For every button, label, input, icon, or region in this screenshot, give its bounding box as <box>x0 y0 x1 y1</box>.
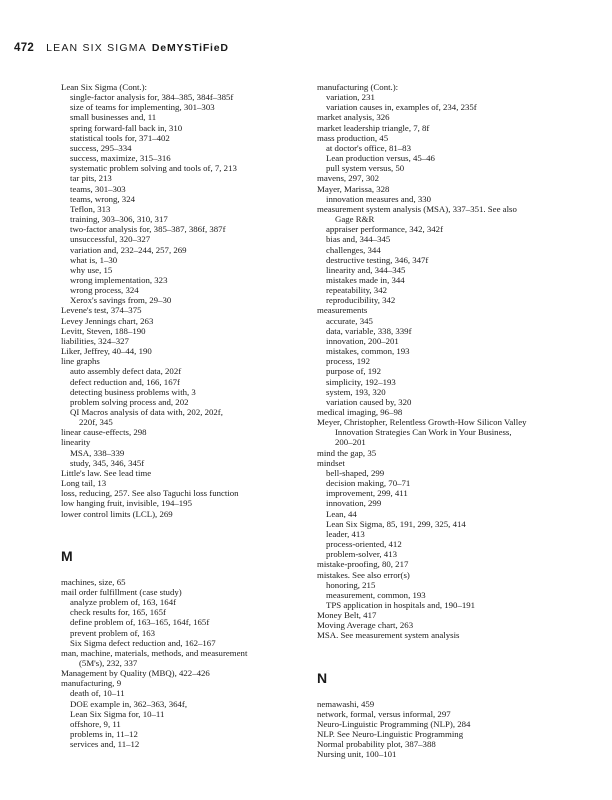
index-subentry: measurement, common, 193 <box>326 589 426 600</box>
index-entry: mind the gap, 35 <box>317 447 377 458</box>
index-entry: mass production, 45 <box>317 132 389 143</box>
index-entry-continuation: Innovation Strategies Can Work in Your Business, <box>335 427 512 438</box>
index-subentry: define problem of, 163–165, 164f, 165f <box>70 617 210 628</box>
index-subentry: analyze problem of, 163, 164f <box>70 597 177 608</box>
index-subentry: success, maximize, 315–316 <box>70 153 171 164</box>
index-entry: mavens, 297, 302 <box>317 173 380 184</box>
index-subentry: appraiser performance, 342, 342f <box>326 224 443 235</box>
index-subentry: mistakes made in, 344 <box>326 274 405 285</box>
index-entry: man, machine, materials, methods, and measurement <box>61 647 248 658</box>
index-entry: measurements <box>317 305 368 316</box>
index-entry: lower control limits (LCL), 269 <box>61 508 173 519</box>
index-entry: line graphs <box>61 356 100 367</box>
index-entry-continuation: 220f, 345 <box>79 417 113 428</box>
index-subentry: accurate, 345 <box>326 315 373 326</box>
index-entry: liabilities, 324–327 <box>61 335 129 346</box>
index-subentry: tar pits, 213 <box>70 173 112 184</box>
index-entry: Lean Six Sigma (Cont.): <box>61 82 148 92</box>
index-entry: Management by Quality (MBQ), 422–426 <box>61 668 210 679</box>
index-subentry: variation caused by, 320 <box>326 396 412 407</box>
book-title-emphasis: DeMYSTiFieD <box>151 42 229 54</box>
index-subentry: Lean Six Sigma for, 10–11 <box>70 708 165 719</box>
index-subentry: data, variable, 338, 339f <box>326 325 412 336</box>
index-entry: manufacturing (Cont.): <box>317 82 399 92</box>
index-entry: low hanging fruit, invisible, 194–195 <box>61 498 192 509</box>
index-subentry: bell-shaped, 299 <box>326 467 385 478</box>
section-letter-heading: M <box>61 547 73 564</box>
index-subentry: Lean production versus, 45–46 <box>326 153 435 164</box>
index-subentry: why use, 15 <box>70 264 113 275</box>
index-subentry: innovation, 299 <box>326 498 382 509</box>
index-subentry: innovation, 200–201 <box>326 335 399 346</box>
index-entry: machines, size, 65 <box>61 576 126 587</box>
index-entry: Nursing unit, 100–101 <box>317 749 397 760</box>
index-entry: medical imaging, 96–98 <box>317 407 403 417</box>
index-entry: Money Belt, 417 <box>317 610 377 621</box>
index-entry: mistakes. See also error(s) <box>317 569 410 580</box>
index-subentry: study, 345, 346, 345f <box>70 457 145 468</box>
index-entry: network, formal, versus informal, 297 <box>317 708 451 719</box>
index-entry: Levitt, Steven, 188–190 <box>61 325 146 336</box>
index-subentry: spring forward-fall back in, 310 <box>70 122 183 133</box>
index-entry: NLP. See Neuro-Linguistic Programming <box>317 729 464 740</box>
index-subentry: single-factor analysis for, 384–385, 384f–385f <box>70 92 234 103</box>
index-entry: Normal probability plot, 387–388 <box>317 739 436 750</box>
index-entry: Long tail, 13 <box>61 478 107 489</box>
index-subentry: Lean Six Sigma, 85, 191, 299, 325, 414 <box>326 518 466 529</box>
index-subentry: innovation measures and, 330 <box>326 193 432 204</box>
index-subentry: wrong implementation, 323 <box>70 274 168 285</box>
index-subentry: MSA, 338–339 <box>70 447 125 458</box>
index-subentry: death of, 10–11 <box>70 688 125 699</box>
index-subentry: services and, 11–12 <box>70 739 140 750</box>
index-entry: linear cause-effects, 298 <box>61 427 147 438</box>
index-subentry: variation, 231 <box>326 92 375 103</box>
index-subentry: TPS application in hospitals and, 190–191 <box>326 599 476 610</box>
index-subentry: teams, 301–303 <box>70 183 126 194</box>
index-subentry: small businesses and, 11 <box>70 112 157 123</box>
index-entry: loss, reducing, 257. See also Taguchi loss function <box>61 488 239 499</box>
index-subentry: process-oriented, 412 <box>326 539 402 550</box>
index-entry: measurement system analysis (MSA), 337–351. See also <box>317 203 517 214</box>
index-entry: Neuro-Linguistic Programming (NLP), 284 <box>317 718 471 729</box>
index-subentry: what is, 1–30 <box>70 254 118 265</box>
index-entry: mistake-proofing, 80, 217 <box>317 559 409 570</box>
index-subentry: problem-solver, 413 <box>326 549 397 560</box>
index-subentry: process, 192 <box>326 356 370 367</box>
index-entry: market analysis, 326 <box>317 112 390 123</box>
index-entry: market leadership triangle, 7, 8f <box>317 122 430 133</box>
index-subentry: leader, 413 <box>326 528 365 539</box>
index-subentry: simplicity, 192–193 <box>326 376 396 387</box>
running-header <box>14 42 229 58</box>
index-subentry: prevent problem of, 163 <box>70 627 156 638</box>
index-subentry: success, 295–334 <box>70 142 132 153</box>
index-entry: linearity <box>61 437 91 448</box>
index-subentry: system, 193, 320 <box>326 386 386 397</box>
index-entry: MSA. See measurement system analysis <box>317 630 460 641</box>
index-subentry: Teflon, 313 <box>70 203 111 214</box>
index-subentry: defect reduction and, 166, 167f <box>70 376 180 387</box>
index-subentry: Six Sigma defect reduction and, 162–167 <box>70 637 216 648</box>
index-subentry: linearity and, 344–345 <box>326 264 406 275</box>
section-letter-heading: N <box>317 669 328 686</box>
index-subentry: purpose of, 192 <box>326 366 381 377</box>
index-entry: Liker, Jeffrey, 40–44, 190 <box>61 346 152 357</box>
index-entry: Levene's test, 374–375 <box>61 305 142 316</box>
index-subentry: pull system versus, 50 <box>326 163 405 174</box>
index-subentry: at doctor's office, 81–83 <box>326 142 411 153</box>
index-subentry: bias and, 344–345 <box>326 234 391 245</box>
index-subentry: variation and, 232–244, 257, 269 <box>70 244 187 255</box>
index-subentry: size of teams for implementing, 301–303 <box>70 102 215 113</box>
index-entry: manufacturing, 9 <box>61 678 122 689</box>
index-subentry: offshore, 9, 11 <box>70 718 121 729</box>
index-subentry: detecting business problems with, 3 <box>70 386 196 397</box>
index-subentry: check results for, 165, 165f <box>70 607 166 618</box>
index-entry: Moving Average chart, 263 <box>317 620 414 631</box>
index-subentry: statistical tools for, 371–402 <box>70 132 170 143</box>
index-subentry: DOE example in, 362–363, 364f, <box>70 698 188 709</box>
index-subentry: unsuccessful, 320–327 <box>70 234 151 245</box>
index-subentry: decision making, 70–71 <box>326 478 411 489</box>
index-entry: mail order fulfillment (case study) <box>61 586 182 597</box>
index-entry-continuation: Gage R&R <box>335 214 375 225</box>
index-entry: Meyer, Christopher, Relentless Growth-How Silicon Valley <box>317 417 527 428</box>
index-subentry: wrong process, 324 <box>70 285 139 296</box>
page-number: 472 <box>14 42 35 54</box>
index-subentry: two-factor analysis for, 385–387, 386f, 387f <box>70 224 226 235</box>
book-title <box>46 42 229 54</box>
index-subentry: mistakes, common, 193 <box>326 346 410 357</box>
index-column-left <box>61 82 309 749</box>
index-entry-continuation: 200–201 <box>335 437 366 448</box>
index-subentry: variation causes in, examples of, 234, 235f <box>326 102 477 113</box>
index-subentry: training, 303–306, 310, 317 <box>70 214 168 225</box>
index-subentry: honoring, 215 <box>326 579 376 590</box>
index-entry-continuation: (5M's), 232, 337 <box>79 657 138 668</box>
index-subentry: teams, wrong, 324 <box>70 193 135 204</box>
index-subentry: repeatability, 342 <box>326 285 387 296</box>
book-title-main: LEAN SIX SIGMA <box>46 42 147 54</box>
index-subentry: problem solving process and, 202 <box>70 396 189 407</box>
index-entry: nemawashi, 459 <box>317 698 375 709</box>
index-subentry: QI Macros analysis of data with, 202, 202f, <box>70 407 223 417</box>
index-subentry: challenges, 344 <box>326 244 381 255</box>
index-subentry: systematic problem solving and tools of, 7, 213 <box>70 163 237 174</box>
index-entry: Mayer, Marissa, 328 <box>317 183 390 194</box>
index-subentry: improvement, 299, 411 <box>326 488 408 499</box>
index-subentry: Lean, 44 <box>326 508 357 519</box>
index-subentry: problems in, 11–12 <box>70 729 138 740</box>
index-entry: Little's law. See lead time <box>61 467 152 478</box>
index-column-right <box>317 82 565 760</box>
index-entry: Levey Jennings chart, 263 <box>61 315 154 326</box>
index-subentry: Xerox's savings from, 29–30 <box>70 295 172 306</box>
index-entry: mindset <box>317 457 345 468</box>
index-subentry: reproducibility, 342 <box>326 295 396 306</box>
index-subentry: auto assembly defect data, 202f <box>70 366 182 377</box>
index-subentry: destructive testing, 346, 347f <box>326 254 429 265</box>
